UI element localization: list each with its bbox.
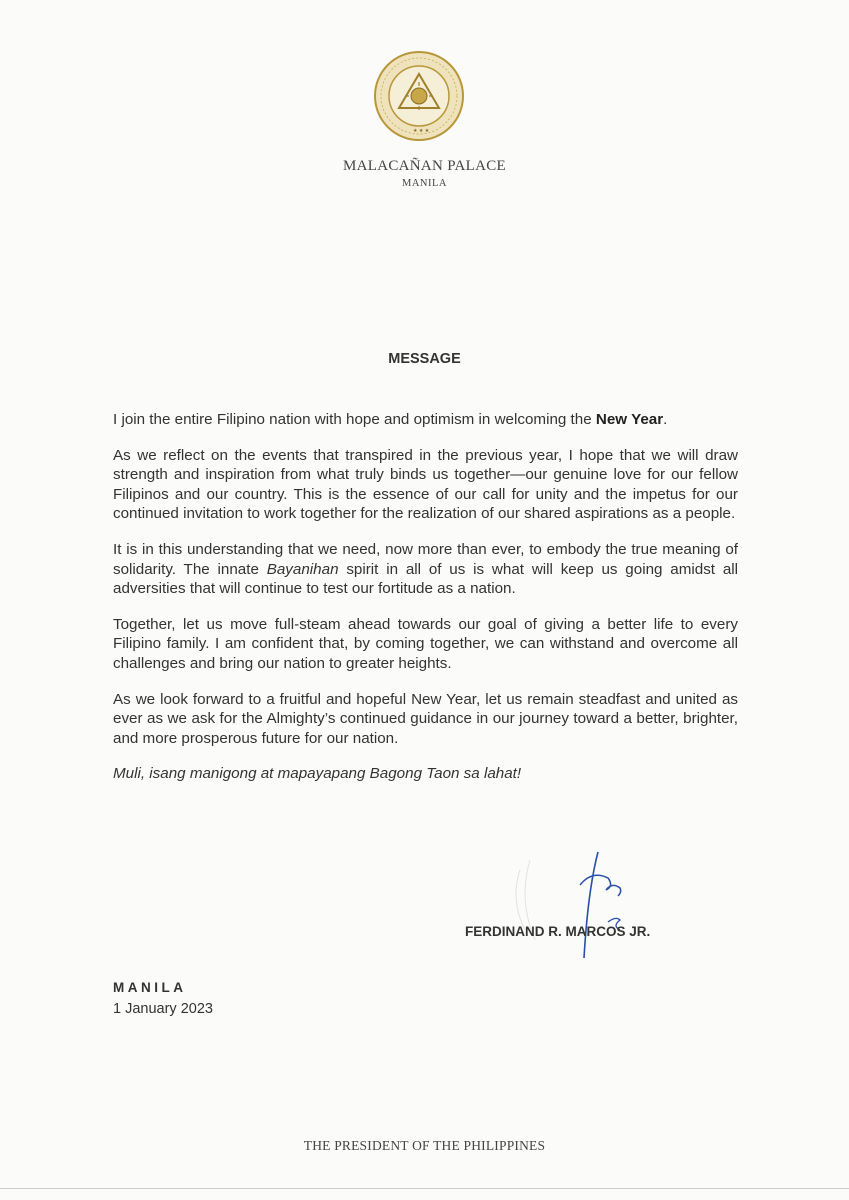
paragraph-1: I join the entire Filipino nation with hope and optimism in welcoming the New Year.: [113, 411, 668, 428]
message-body: [113, 410, 738, 800]
dateline-place: MANILA: [113, 980, 187, 995]
paragraph-4: Together, let us move full-steam ahead towards our goal of giving a better life to every Filipino family. I am confident that, by coming together, we can withstand and overcome all challenges and bring our nation to greater heights.: [113, 615, 738, 672]
paragraph-5: As we look forward to a fruitful and hopeful New Year, let us remain steadfast and united as ever as we ask for the Almighty’s continued guidance in our journey toward a better, brighter, and more prosperous future for our nation.: [113, 690, 738, 747]
closing-greeting: Muli, isang manigong at mapayapang Bagong Taon sa lahat!: [113, 765, 522, 783]
presidential-seal: [373, 50, 465, 142]
paragraph-2: As we reflect on the events that transpired in the previous year, I hope that we will draw strength and inspiration from what truly binds us together—our genuine love for our fellow Filipinos and our country. This is the essence of our call for unity and the impetus for our continued invitation to work together for the realization of our shared aspirations as a people.: [113, 446, 738, 523]
svg-text:★ ★ ★: ★ ★ ★: [413, 128, 430, 134]
office-name: MALACAÑAN PALACE: [342, 158, 506, 174]
page-bottom-edge: [0, 1188, 849, 1189]
message-title: MESSAGE: [388, 351, 461, 367]
signatory-name: FERDINAND R. MARCOS JR.: [465, 924, 651, 939]
paragraph-3: It is in this understanding that we need, now more than ever, to embody the true meaning of solidarity. The innate Bayanihan spirit in all of us is what will keep us going amidst all adversities that will continue to test our fortitude as a nation.: [113, 540, 739, 598]
dateline-date: 1 January 2023: [113, 1001, 213, 1017]
office-city: MANILA: [402, 178, 447, 189]
handwritten-signature: [480, 830, 660, 970]
footer-title: THE PRESIDENT OF THE PHILIPPINES: [303, 1138, 546, 1153]
